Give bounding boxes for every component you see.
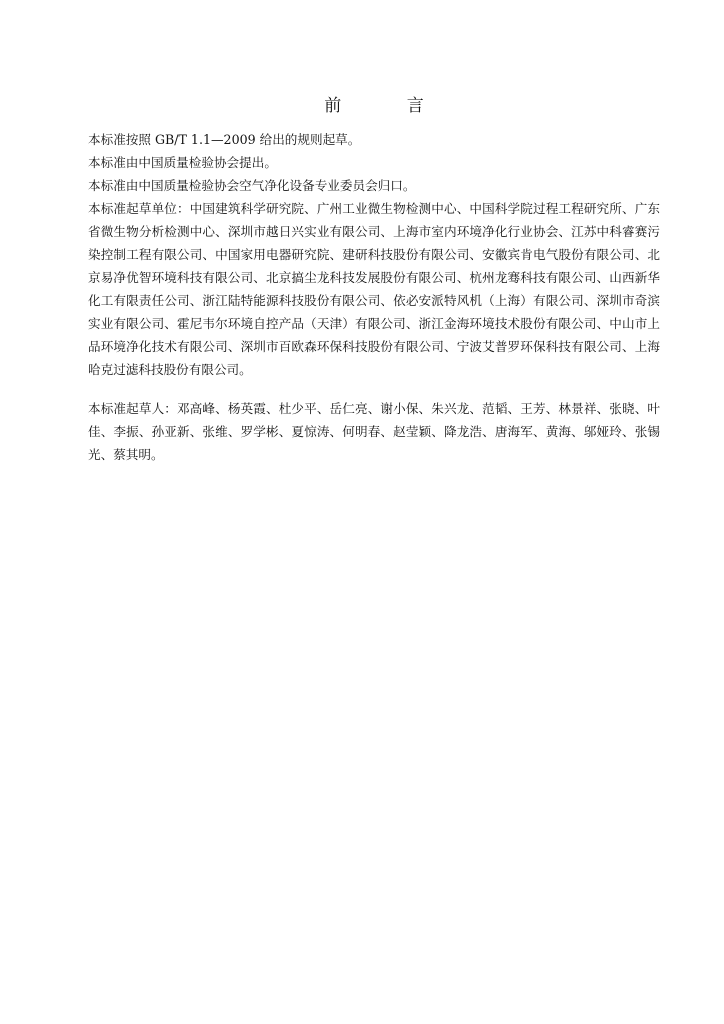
administration-paragraph: 本标准由中国质量检验协会空气净化设备专业委员会归口。 <box>88 178 416 193</box>
drafting-rule-paragraph: 本标准按照 GB/T 1.1—2009 给出的规则起草。 <box>88 132 361 147</box>
paragraph-gap <box>88 381 660 397</box>
drafting-units-paragraph: 本标准起草单位：中国建筑科学研究院、广州工业微生物检测中心、中国科学院过程工程研究所、广东省微生物分析检测中心、深圳市越日兴实业有限公司、上海市室内环境净化行业协会、江苏中科睿赛污染控制工程有限公司、中国家用电器研究院、建研科技股份有限公司、安徽宾肯电气股份有限公司、北京易净优智环境科技有限公司、北京搞尘龙科技发展股份有限公司、杭州龙骞科技有限公司、山西新华化工有限责任公司、浙江陆特能源科技股份有限公司、依必安派特风机（上海）有限公司、深圳市奇滨实业有限公司、霍尼韦尔环境自控产品（天津）有限公司、浙江金海环境技术股份有限公司、中山市上品环境净化技术有限公司、深圳市百欧森环保科技股份有限公司、宁波艾普罗环保科技有限公司、上海哈克过滤科技股份有限公司。 <box>88 201 660 377</box>
drafters-paragraph: 本标准起草人：邓高峰、杨英霞、杜少平、岳仁亮、谢小保、朱兴龙、范韬、王芳、林景祥、张晓、叶佳、李振、孙亚新、张维、罗学彬、夏惊涛、何明春、赵莹颖、降龙浩、唐海军、黄海、邬娅玲、张锡光、蔡其明。 <box>88 401 660 462</box>
proposer-paragraph: 本标准由中国质量检验协会提出。 <box>88 155 277 170</box>
page-title: 前 言 <box>324 96 454 116</box>
document-page <box>88 92 660 466</box>
